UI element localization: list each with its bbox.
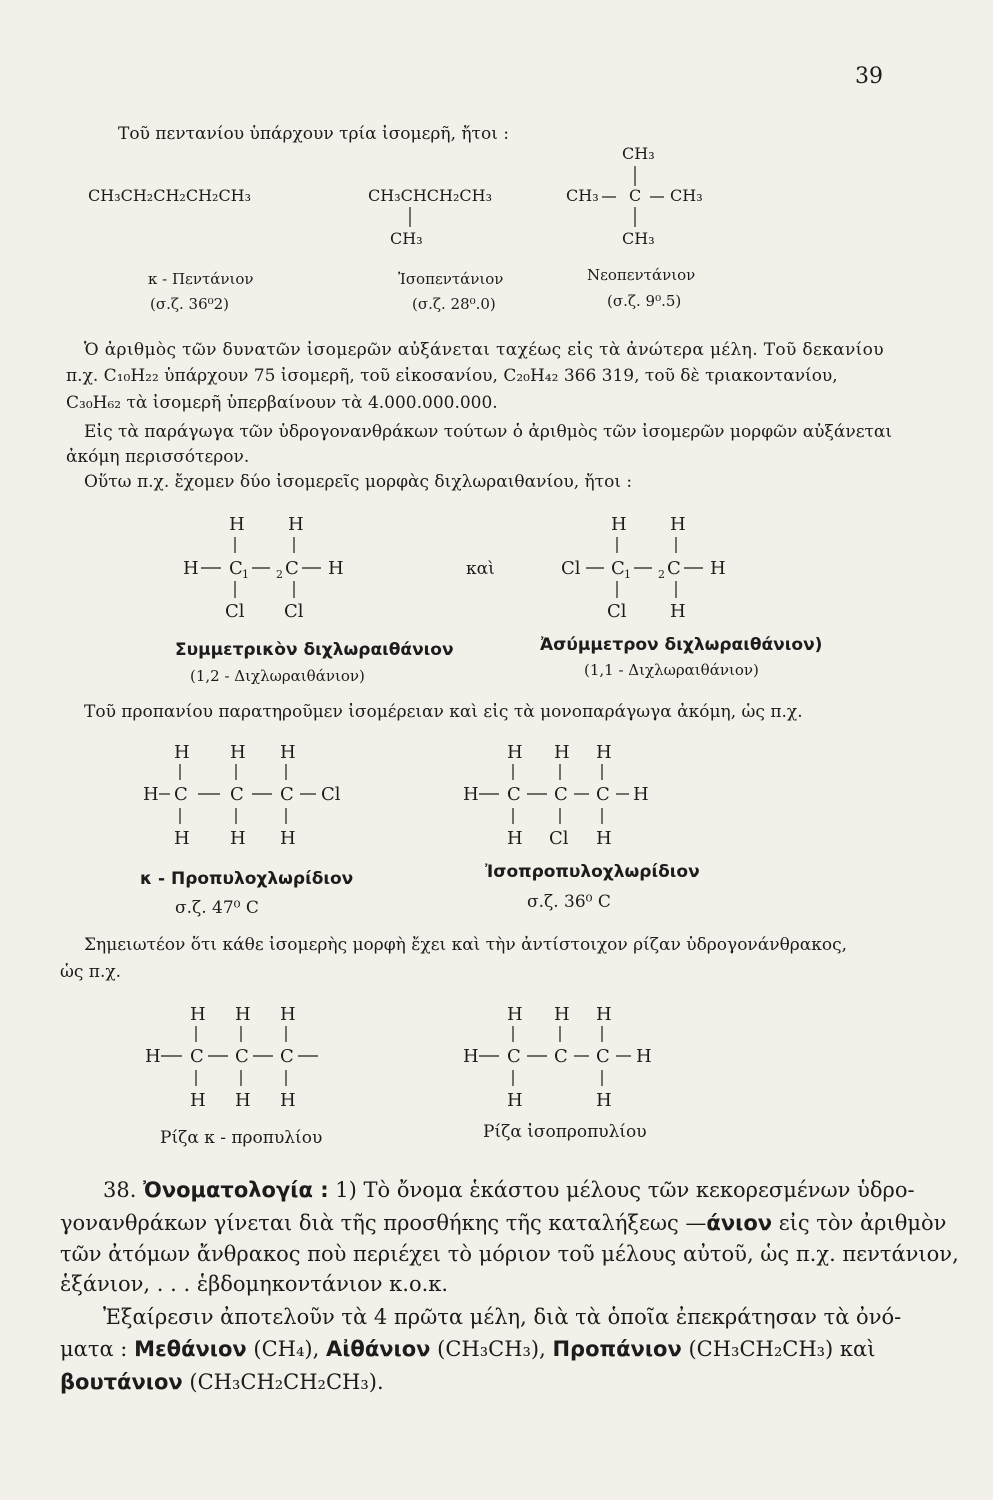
neopentane-right: CH₃: [670, 186, 703, 205]
intro-pentane: Τοῦ πεντανίου ὑπάρχουν τρία ἰσομερῆ, ἤτοι :: [118, 124, 509, 144]
atom-h: H: [507, 1004, 523, 1025]
atom-cl: Cl: [607, 601, 627, 622]
atom-h: H: [633, 784, 649, 805]
atom-c: C: [230, 784, 244, 805]
isopropyl-chloride-bp: σ.ζ. 36⁰ C: [527, 892, 611, 912]
n-pentane-name: κ - Πεντάνιον: [148, 270, 254, 288]
line-6-start: ματα :: [60, 1337, 135, 1361]
isopentane-branch: CH₃: [390, 229, 423, 248]
ethane-name: Αἰθάνιον: [325, 1337, 431, 1361]
atom-h: H: [280, 828, 296, 849]
methane-formula: (CH₄),: [246, 1337, 326, 1361]
paragraph-5-line-1: Σημειωτέον ὅτι κάθε ἰσομερὴς μορφὴ ἔχει καὶ τὴν ἀντίστοιχον ρίζαν ὑδρογονάνθρακος,: [84, 935, 848, 955]
isopentane-formula: CH₃CHCH₂CH₃: [368, 186, 493, 205]
isopentane-branch-bond: [400, 205, 420, 230]
section-number: 38.: [103, 1178, 137, 1202]
atom-h: H: [507, 742, 523, 763]
isopropyl-chloride-structure: [455, 738, 685, 853]
atom-cl: Cl: [284, 601, 304, 622]
n-propyl-radical-name: Ρίζα κ - προπυλίου: [160, 1128, 323, 1148]
atom-h: H: [507, 1090, 523, 1111]
asymmetric-name: Ἀσύμμετρον διχλωραιθάνιον): [540, 635, 823, 655]
locant-2: 2: [658, 568, 665, 581]
atom-h: H: [670, 601, 686, 622]
neopentane-left: CH₃: [566, 186, 599, 205]
atom-h: H: [596, 1004, 612, 1025]
asymmetric-iupac: (1,1 - Διχλωραιθάνιον): [584, 661, 759, 679]
paragraph-4: Τοῦ προπανίου παρατηροῦμεν ἰσομέρειαν καὶ εἰς τὰ μονοπαράγωγα ἀκόμη, ὡς π.χ.: [84, 702, 803, 722]
atom-c: C: [554, 784, 568, 805]
paragraph-1-line-2: π.χ. C₁₀H₂₂ ὑπάρχουν 75 ἰσομερῆ, τοῦ εἰκοσανίου, C₂₀H₄₂ 366 319, τοῦ δὲ τριακοντανίου,: [66, 366, 838, 386]
butane-formula: (CH₃CH₂CH₂CH₃).: [182, 1370, 384, 1394]
atom-c: C: [611, 558, 625, 579]
atom-c: C: [667, 558, 681, 579]
n-propyl-chloride-bp: σ.ζ. 47⁰ C: [175, 898, 259, 918]
atom-h: H: [174, 828, 190, 849]
isopropyl-radical-structure: [455, 1000, 675, 1115]
methane-name: Μεθάνιον: [134, 1337, 247, 1361]
n-pentane-formula: CH₃CH₂CH₂CH₂CH₃: [88, 186, 252, 205]
atom-cl: Cl: [321, 784, 341, 805]
propane-name: Προπάνιον: [552, 1337, 682, 1361]
neopentane-bottom-bond: [625, 205, 645, 230]
ethane-formula: (CH₃CH₃),: [430, 1337, 553, 1361]
atom-h: H: [596, 828, 612, 849]
atom-h: H: [229, 514, 245, 535]
atom-c: C: [554, 1046, 568, 1067]
atom-h: H: [328, 558, 344, 579]
atom-h: H: [463, 784, 479, 805]
atom-cl: Cl: [561, 558, 581, 579]
neopentane-name: Νεοπεντάνιον: [587, 266, 696, 284]
atom-c: C: [190, 1046, 204, 1067]
atom-h: H: [596, 1090, 612, 1111]
atom-h: H: [280, 742, 296, 763]
atom-h: H: [190, 1004, 206, 1025]
atom-cl: Cl: [225, 601, 245, 622]
atom-h: H: [463, 1046, 479, 1067]
atom-cl: Cl: [549, 828, 569, 849]
atom-h: H: [280, 1004, 296, 1025]
atom-c: C: [596, 1046, 610, 1067]
atom-h: H: [670, 514, 686, 535]
atom-c: C: [280, 1046, 294, 1067]
neopentane-h-bonds: [600, 185, 730, 210]
n-propyl-radical-structure: [140, 1000, 340, 1115]
section-38-line-5: Ἐξαίρεσιν ἀποτελοῦν τὰ 4 πρῶτα μέλη, διὰ τὰ ὁποῖα ἐπεκράτησαν τὰ ὀνό-: [103, 1305, 902, 1329]
atom-h: H: [507, 828, 523, 849]
section-38-line-1: [103, 1178, 915, 1202]
atom-c: C: [235, 1046, 249, 1067]
paragraph-2-line-1: Εἰς τὰ παράγωγα τῶν ὑδρογονανθράκων τούτων ὁ ἀριθμὸς τῶν ἰσομερῶν μορφῶν αὐξάνεται: [84, 422, 893, 442]
atom-c: C: [596, 784, 610, 805]
asymmetric-dichloroethane-structure: [555, 510, 755, 625]
locant-1: 1: [624, 568, 631, 581]
section-line-1-text: 1) Τὸ ὄνομα ἑκάστου μέλους τῶν κεκορεσμένων ὑδρο-: [335, 1178, 915, 1202]
paragraph-1-line-1: Ὁ ἀριθμὸς τῶν δυνατῶν ἰσομερῶν αὐξάνεται ταχέως εἰς τὰ ἀνώτερα μέλη. Τοῦ δεκανίου: [84, 340, 884, 360]
page-number: 39: [855, 64, 883, 89]
paragraph-3: Οὕτω π.χ. ἔχομεν δύο ἰσομερεῖς μορφὰς διχλωραιθανίου, ἤτοι :: [84, 472, 633, 492]
n-pentane-bp: (σ.ζ. 36⁰2): [150, 295, 230, 313]
atom-h: H: [636, 1046, 652, 1067]
isopropyl-radical-name: Ρίζα ἰσοπροπυλίου: [483, 1122, 647, 1142]
atom-h: H: [596, 742, 612, 763]
isopentane-bp: (σ.ζ. 28⁰.0): [412, 295, 496, 313]
atom-c: C: [280, 784, 294, 805]
atom-h: H: [143, 784, 159, 805]
symmetric-name: Συμμετρικὸν διχλωραιθάνιον: [175, 640, 454, 660]
atom-h: H: [230, 828, 246, 849]
atom-h: H: [145, 1046, 161, 1067]
paragraph-1-line-3: C₃₀H₆₂ τὰ ἰσομερῆ ὑπερβαίνουν τὰ 4.000.000.000.: [66, 393, 498, 413]
atom-c: C: [507, 1046, 521, 1067]
neopentane-center: C: [629, 186, 642, 205]
atom-h: H: [235, 1004, 251, 1025]
locant-1: 1: [242, 568, 249, 581]
section-title: Ὀνοματολογία :: [143, 1178, 329, 1202]
atom-h: H: [230, 742, 246, 763]
line-2-start: γονανθράκων γίνεται διὰ τῆς προσθήκης τῆς καταλήξεως —: [60, 1211, 707, 1235]
atom-h: H: [183, 558, 199, 579]
n-propyl-chloride-structure: [140, 738, 370, 853]
isopropyl-chloride-name: Ἰσοπροπυλοχλωρίδιον: [485, 862, 700, 882]
propane-formula: (CH₃CH₂CH₃) καὶ: [681, 1337, 876, 1361]
atom-h: H: [190, 1090, 206, 1111]
neopentane-top: CH₃: [622, 144, 655, 163]
atom-h: H: [710, 558, 726, 579]
atom-h: H: [280, 1090, 296, 1111]
line-2-end: εἰς τὸν ἀριθμὸν: [772, 1211, 947, 1235]
paragraph-2-line-2: ἀκόμη περισσότερον.: [66, 447, 250, 467]
n-propyl-chloride-name: κ - Προπυλοχλωρίδιον: [140, 869, 354, 889]
atom-h: H: [554, 742, 570, 763]
locant-2: 2: [276, 568, 283, 581]
section-38-line-4: ἑξάνιον, . . . ἑβδομηκοντάνιον κ.ο.κ.: [60, 1272, 449, 1296]
atom-h: H: [235, 1090, 251, 1111]
neopentane-bp: (σ.ζ. 9⁰.5): [607, 292, 682, 310]
symmetric-dichloroethane-structure: [175, 510, 365, 625]
symmetric-iupac: (1,2 - Διχλωραιθάνιον): [190, 667, 365, 685]
atom-h: H: [554, 1004, 570, 1025]
suffix-anion: άνιον: [706, 1211, 773, 1235]
atom-c: C: [285, 558, 299, 579]
paragraph-5-line-2: ὡς π.χ.: [60, 962, 122, 982]
atom-c: C: [174, 784, 188, 805]
atom-h: H: [174, 742, 190, 763]
connector-kai: καὶ: [466, 559, 495, 579]
atom-c: C: [507, 784, 521, 805]
atom-c: C: [229, 558, 243, 579]
section-38-line-7: [60, 1370, 384, 1394]
neopentane-bottom: CH₃: [622, 229, 655, 248]
atom-h: H: [611, 514, 627, 535]
isopentane-name: Ἰσοπεντάνιον: [398, 270, 504, 288]
section-38-line-2: [60, 1211, 946, 1235]
section-38-line-6: [60, 1337, 875, 1361]
section-38-line-3: τῶν ἀτόμων ἄνθρακος ποὺ περιέχει τὸ μόριον τοῦ μέλους αὐτοῦ, ὡς π.χ. πεντάνιον,: [60, 1242, 959, 1266]
atom-h: H: [288, 514, 304, 535]
butane-name: βουτάνιον: [60, 1370, 183, 1394]
